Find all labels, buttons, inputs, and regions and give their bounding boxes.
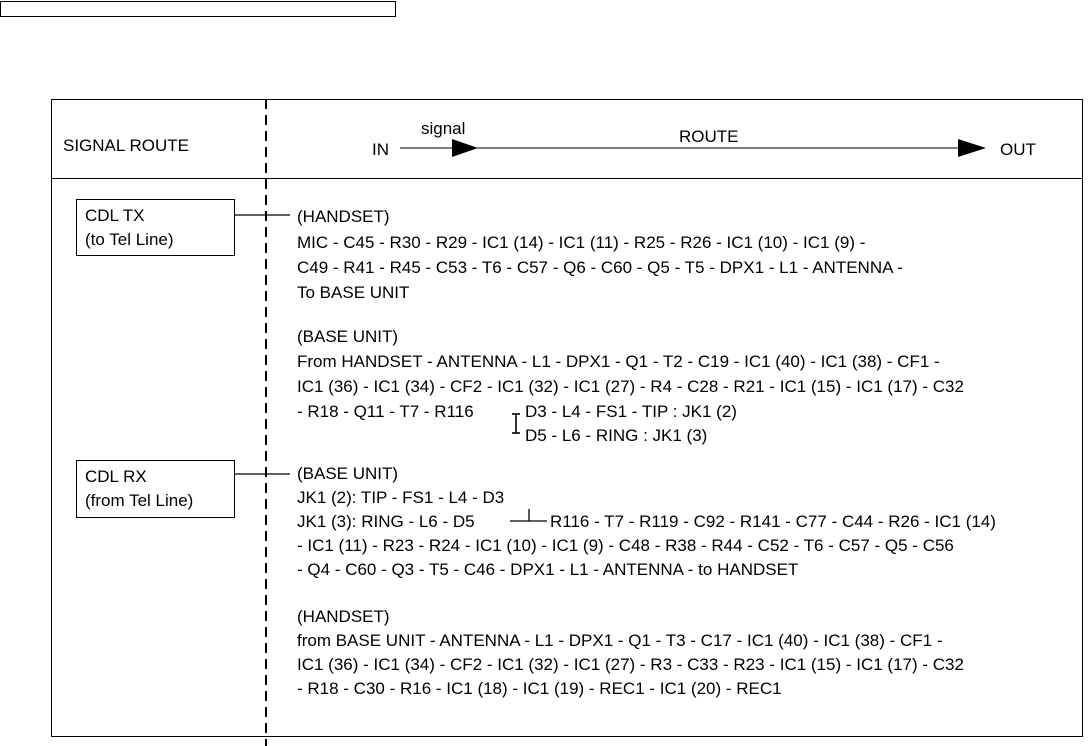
cdl-rx-subtitle: (from Tel Line) [85,491,194,510]
in-label: IN [372,140,389,159]
rx-base-line: - Q4 - C60 - Q3 - T5 - C46 - DPX1 - L1 - ANTENNA - to HANDSET [297,560,799,579]
tx-handset-line: To BASE UNIT [297,283,410,302]
rx-base-line: - IC1 (11) - R23 - R24 - IC1 (10) - IC1 (9) - C48 - R38 - R44 - C52 - T6 - C57 - Q5 - C56 [297,536,954,555]
route-label: ROUTE [679,127,739,146]
rx-handset-line: - R18 - C30 - R16 - IC1 (18) - IC1 (19) - REC1 - IC1 (20) - REC1 [297,679,782,698]
out-arrowhead [958,139,986,157]
tx-handset-line: C49 - R41 - R45 - C53 - T6 - C57 - Q6 - C60 - Q5 - T5 - DPX1 - L1 - ANTENNA - [297,258,903,277]
rx-handset-line: from BASE UNIT - ANTENNA - L1 - DPX1 - Q1 - T3 - C17 - IC1 (40) - IC1 (38) - CF1 - [297,631,943,650]
cdl-rx-box [76,460,235,518]
tx-handset-line: MIC - C45 - R30 - R29 - IC1 (14) - IC1 (11) - R25 - R26 - IC1 (10) - IC1 (9) - [297,233,866,252]
out-label: OUT [1000,140,1036,159]
rx-handset-line: IC1 (36) - IC1 (34) - CF2 - IC1 (32) - IC1 (27) - R3 - C33 - R23 - IC1 (15) - IC1 (17) - C32 [297,655,964,674]
cdl-tx-box [76,199,235,256]
signal-route-heading: SIGNAL ROUTE [63,136,189,155]
signal-arrowhead [452,139,478,157]
cdl-tx-title: CDL TX [85,206,145,225]
tx-base-line: IC1 (36) - IC1 (34) - CF2 - IC1 (32) - IC1 (27) - R4 - C28 - R21 - IC1 (15) - IC1 (17) - C32 [297,377,964,396]
rx-base-merge-suffix: R116 - T7 - R119 - C92 - R141 - C77 - C44 - R26 - IC1 (14) [550,512,996,531]
rx-base-merge-prefix: JK1 (3): RING - L6 - D5 [297,512,475,531]
cdl-tx-subtitle: (to Tel Line) [85,230,174,249]
rx-handset-title: (HANDSET) [297,607,390,626]
cdl-rx-title: CDL RX [85,467,147,486]
tx-base-line: From HANDSET - ANTENNA - L1 - DPX1 - Q1 - T2 - C19 - IC1 (40) - IC1 (38) - CF1 - [297,352,940,371]
rx-base-line: JK1 (2): TIP - FS1 - L4 - D3 [297,488,505,507]
tx-base-title: (BASE UNIT) [297,327,399,346]
tx-branch-upper: D3 - L4 - FS1 - TIP : JK1 (2) [525,402,737,421]
tx-handset-title: (HANDSET) [297,207,390,226]
tx-branch-lower: D5 - L6 - RING : JK1 (3) [525,426,708,445]
signal-label: signal [421,119,466,138]
tx-base-split-prefix: - R18 - Q11 - T7 - R116 [297,402,474,421]
rx-base-title: (BASE UNIT) [297,464,399,483]
